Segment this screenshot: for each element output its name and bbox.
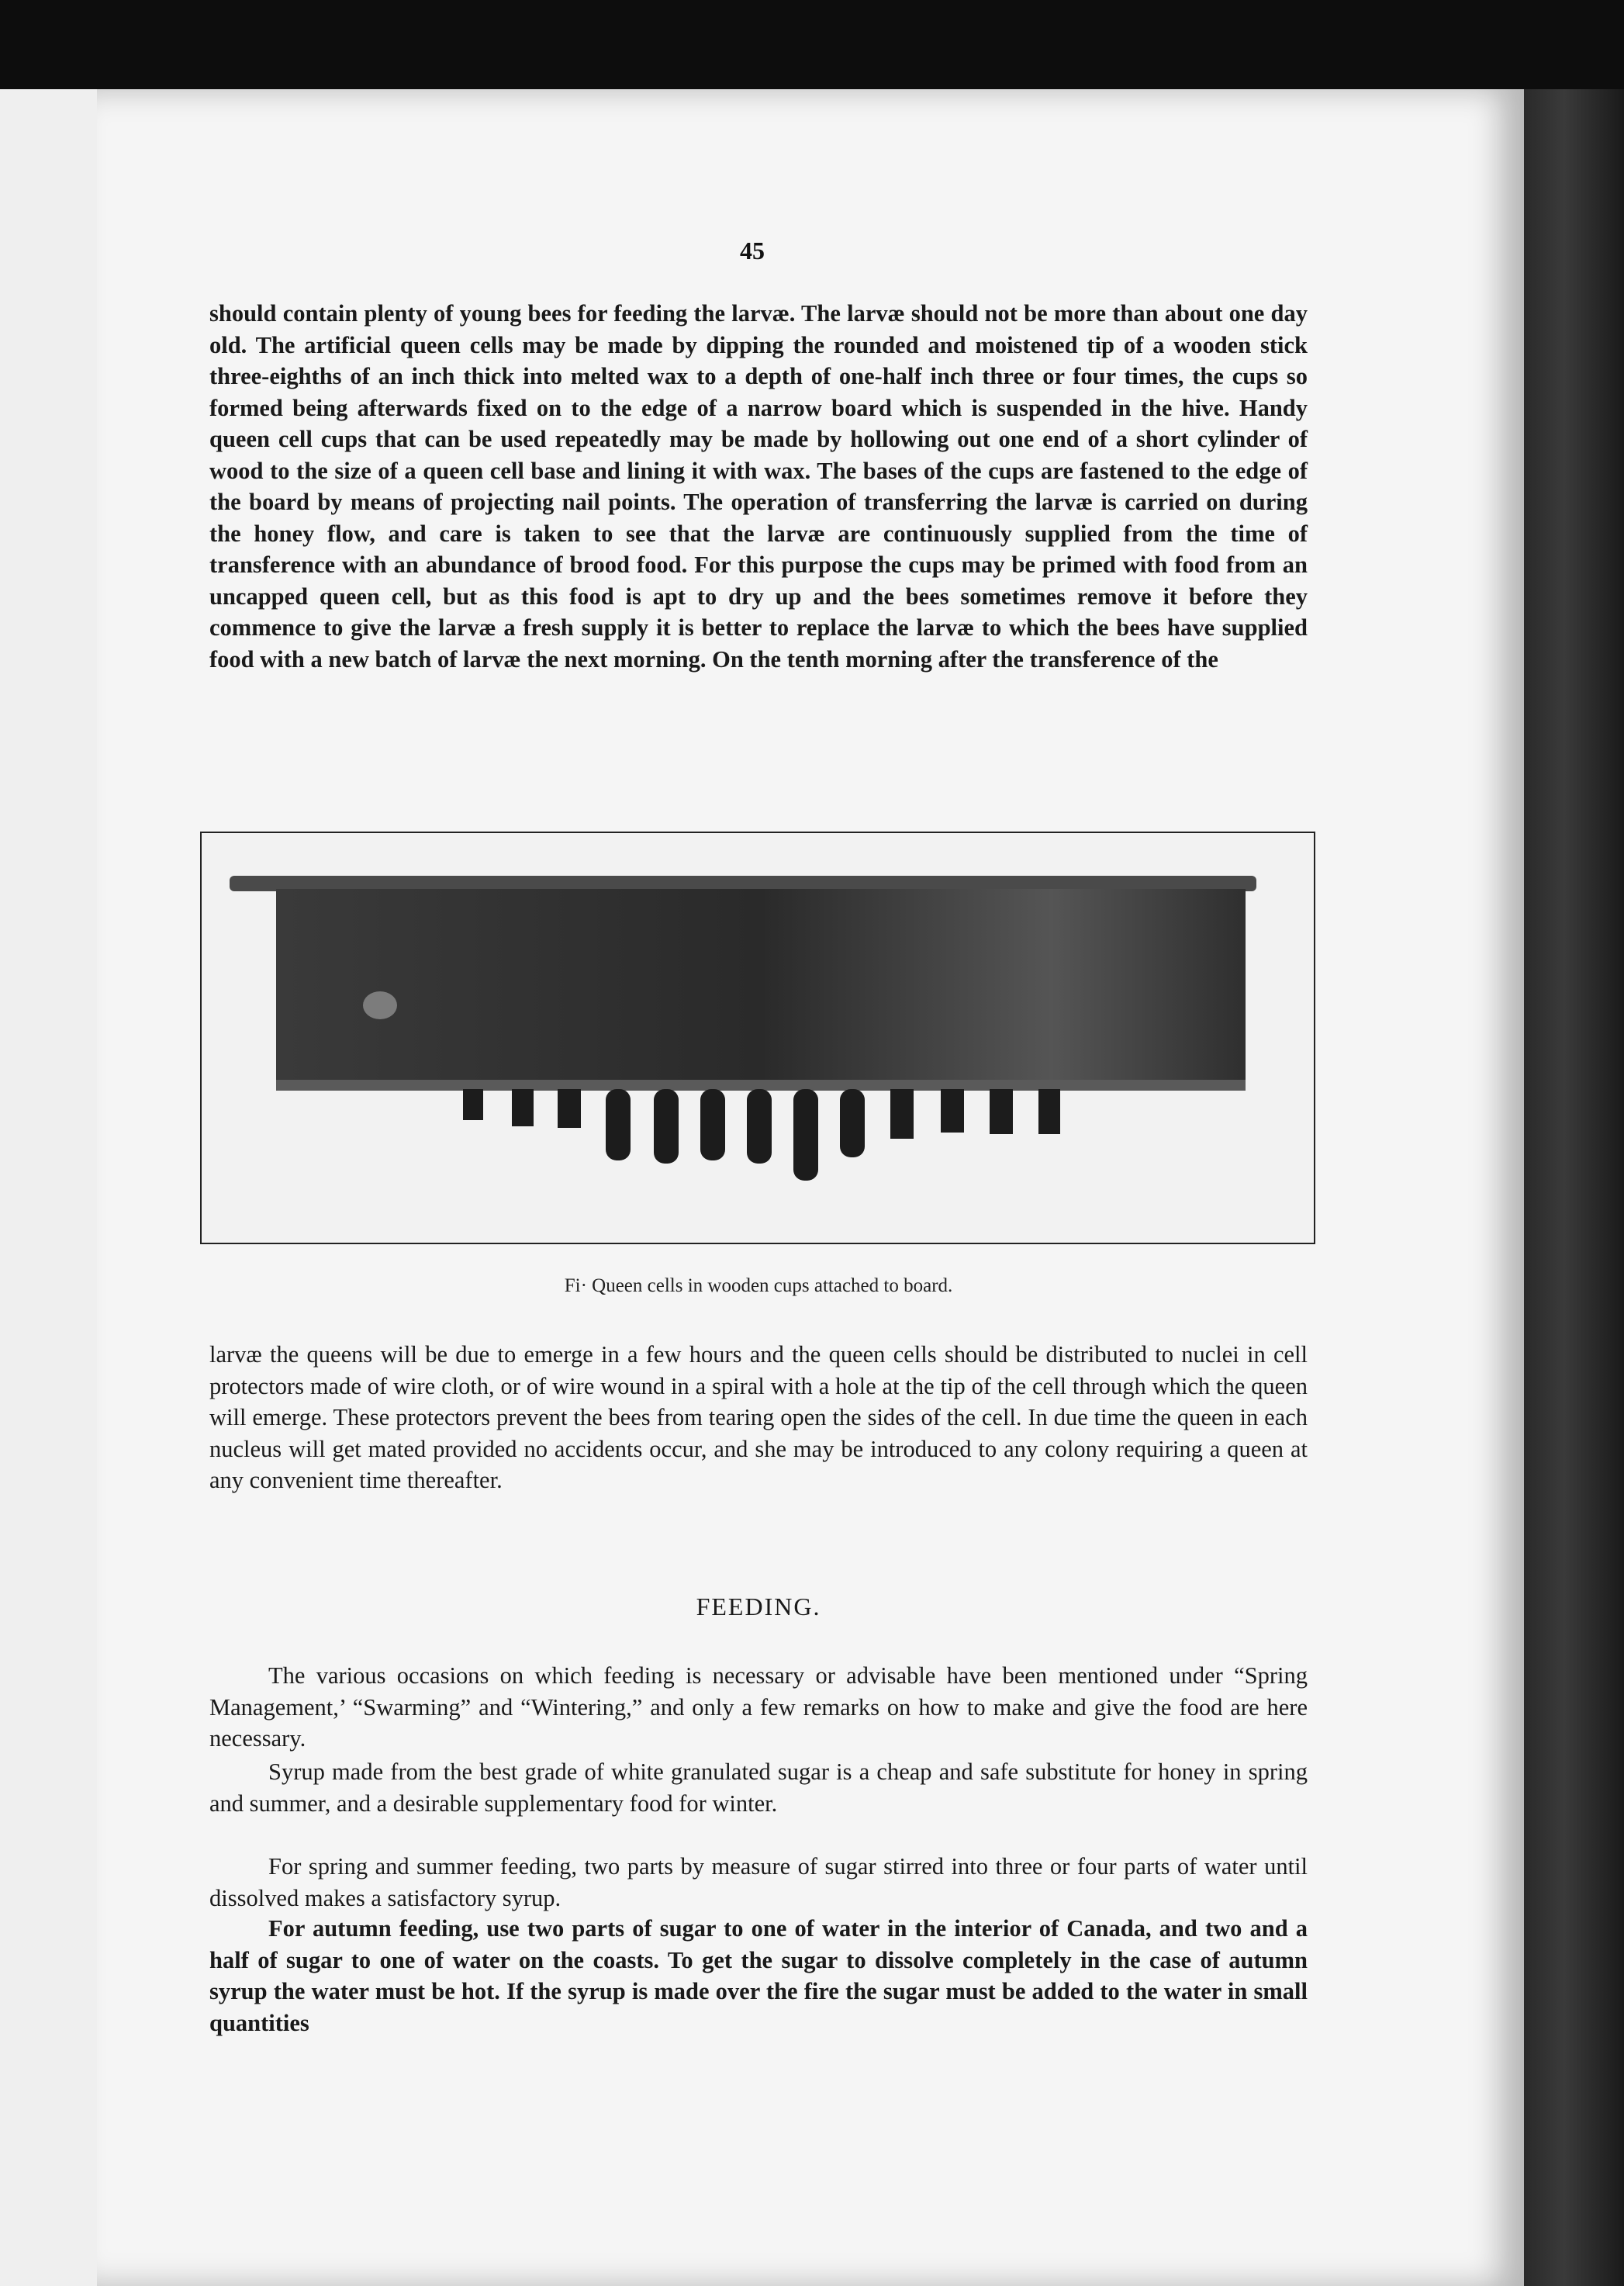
scan-left-margin	[0, 89, 97, 2286]
scan-right-edge	[1524, 89, 1624, 2286]
figure-caption: Fi· Queen cells in wooden cups attached to board.	[564, 1275, 953, 1296]
paragraph-cell-protectors: larvæ the queens will be due to emerge in a few hours and the queen cells should be distributed to nuclei in cell protectors made of wire cloth, or of wire wound in a spiral with a hole at the tip of the cell through which the queen will emerge. These protectors prevent the bees from tearing open the sides of the cell. In due time the queen in each nucleus will get mated provided no accidents occur, and she may be introduced to any colony requiring a queen at any convenient time thereafter.	[209, 1341, 1308, 1493]
paragraph-syrup: Syrup made from the best grade of white granulated sugar is a cheap and safe substitute for honey in spring and summer, and a desirable supplementary food for winter.	[209, 1759, 1308, 1817]
paragraph-autumn-feeding: For autumn feeding, use two parts of sugar to one of water in the interior of Canada, and two and a half of sugar to one of water on the coasts. To get the sugar to dissolve completely in the case of autumn syrup the water must be hot. If the syrup is made over the fire the sugar must be added to the water in small quantities	[209, 1915, 1308, 2036]
paragraph-feeding-intro: The various occasions on which feeding is necessary or advisable have been mentioned under “Spring Management,’ “Swarming” and “Wintering,” and only a few remarks on how to make and give the food are here necessary.	[209, 1662, 1308, 1752]
page-number: 45	[740, 237, 765, 265]
section-title-feeding: FEEDING.	[696, 1593, 821, 1620]
paragraph-spring-summer-feeding: For spring and summer feeding, two parts by measure of sugar stirred into three or four parts of water until dissolved makes a satisfactory syrup.	[209, 1853, 1308, 1911]
queen-cell-board-illustration	[202, 833, 1314, 1243]
figure-photo	[200, 832, 1315, 1244]
paragraph-queen-rearing: should contain plenty of young bees for feeding the larvæ. The larvæ should not be more than about one day old. The artificial queen cells may be made by dipping the rounded and moistened tip of a wooden stick three-eighths of an inch thick into melted wax to a depth of one-half inch three or four times, the cups so formed being afterwards fixed on to the edge of a narrow board which is suspended in the hive. Handy queen cell cups that can be used repeatedly may be made by hollowing out one end of a short cylinder of wood to the size of a queen cell base and lining it with wax. The bases of the cups are fastened to the edge of the board by means of projecting nail points. The operation of transferring the larvæ is carried on during the honey flow, and care is taken to see that the larvæ are continuously supplied from the time of transference with an abundance of brood food. For this purpose the cups may be primed with food from an uncapped queen cell, but as this food is apt to dry up and the bees sometimes remove it before they commence to give the larvæ a fresh supply it is better to replace the larvæ to which the bees have supplied food with a new batch of larvæ the next morning. On the tenth morning after the transference of the	[209, 300, 1308, 673]
